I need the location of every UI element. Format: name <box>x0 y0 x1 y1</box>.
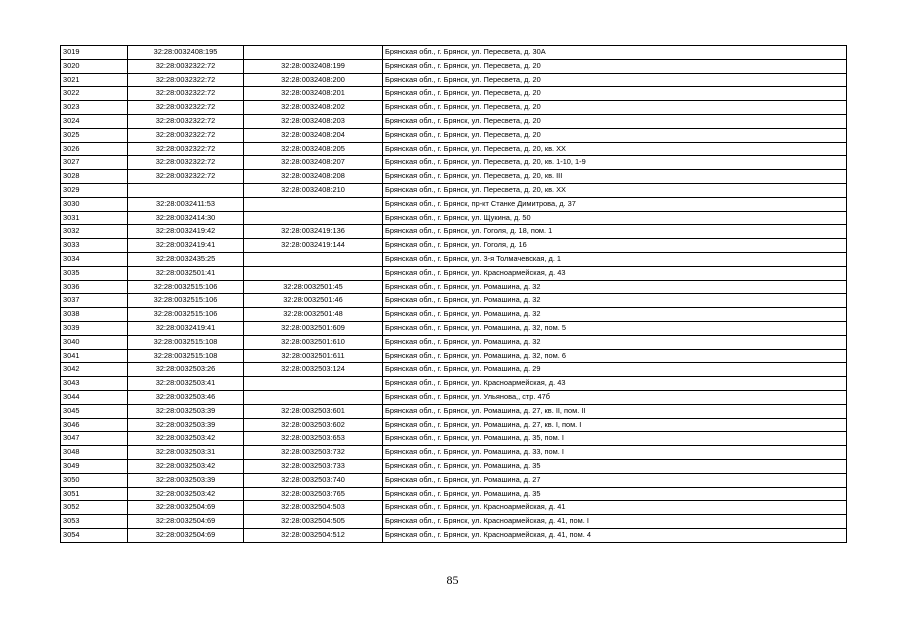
object-cadastral-number-cell: 32:28:0032408:208 <box>244 170 383 184</box>
parcel-cadastral-number-cell: 32:28:0032504:69 <box>128 528 244 542</box>
row-number-cell: 3027 <box>61 156 128 170</box>
parcel-cadastral-number-cell <box>128 183 244 197</box>
object-cadastral-number-cell: 32:28:0032408:199 <box>244 59 383 73</box>
row-number-cell: 3036 <box>61 280 128 294</box>
address-cell: Брянская обл., г. Брянск, ул. Пересвета, д. 20 <box>383 101 847 115</box>
object-cadastral-number-cell <box>244 252 383 266</box>
table-row <box>61 183 847 197</box>
address-cell: Брянская обл., г. Брянск, ул. Ромашина, д. 27 <box>383 473 847 487</box>
parcel-cadastral-number-cell: 32:28:0032322:72 <box>128 156 244 170</box>
table-row <box>61 59 847 73</box>
object-cadastral-number-cell: 32:28:0032408:207 <box>244 156 383 170</box>
row-number-cell: 3026 <box>61 142 128 156</box>
parcel-cadastral-number-cell: 32:28:0032322:72 <box>128 87 244 101</box>
parcel-cadastral-number-cell: 32:28:0032503:39 <box>128 473 244 487</box>
address-cell: Брянская обл., г. Брянск, ул. Ромашина, д. 35, пом. I <box>383 432 847 446</box>
row-number-cell: 3023 <box>61 101 128 115</box>
table-row <box>61 114 847 128</box>
object-cadastral-number-cell: 32:28:0032501:611 <box>244 349 383 363</box>
parcel-cadastral-number-cell: 32:28:0032414:30 <box>128 211 244 225</box>
row-number-cell: 3051 <box>61 487 128 501</box>
parcel-cadastral-number-cell: 32:28:0032501:41 <box>128 266 244 280</box>
address-cell: Брянская обл., г. Брянск, ул. Ромашина, д. 27, кв. I, пом. I <box>383 418 847 432</box>
address-cell: Брянская обл., г. Брянск, ул. Пересвета, д. 20, кв. XX <box>383 142 847 156</box>
parcel-cadastral-number-cell: 32:28:0032503:46 <box>128 390 244 404</box>
row-number-cell: 3031 <box>61 211 128 225</box>
address-cell: Брянская обл., г. Брянск, пр-кт Станке Димитрова, д. 37 <box>383 197 847 211</box>
table-row <box>61 239 847 253</box>
parcel-cadastral-number-cell: 32:28:0032515:108 <box>128 335 244 349</box>
object-cadastral-number-cell <box>244 377 383 391</box>
address-cell: Брянская обл., г. Брянск, ул. Ромашина, д. 32 <box>383 308 847 322</box>
row-number-cell: 3037 <box>61 294 128 308</box>
row-number-cell: 3038 <box>61 308 128 322</box>
address-cell: Брянская обл., г. Брянск, ул. Ромашина, д. 32 <box>383 294 847 308</box>
object-cadastral-number-cell: 32:28:0032501:46 <box>244 294 383 308</box>
row-number-cell: 3039 <box>61 321 128 335</box>
parcel-cadastral-number-cell: 32:28:0032515:106 <box>128 294 244 308</box>
object-cadastral-number-cell <box>244 197 383 211</box>
address-cell: Брянская обл., г. Брянск, ул. Гоголя, д. 18, пом. 1 <box>383 225 847 239</box>
row-number-cell: 3019 <box>61 46 128 60</box>
row-number-cell: 3040 <box>61 335 128 349</box>
parcel-cadastral-number-cell: 32:28:0032504:69 <box>128 501 244 515</box>
object-cadastral-number-cell: 32:28:0032503:765 <box>244 487 383 501</box>
row-number-cell: 3052 <box>61 501 128 515</box>
parcel-cadastral-number-cell: 32:28:0032515:106 <box>128 308 244 322</box>
address-cell: Брянская обл., г. Брянск, ул. Ромашина, д. 29 <box>383 363 847 377</box>
table-row <box>61 418 847 432</box>
parcel-cadastral-number-cell: 32:28:0032322:72 <box>128 142 244 156</box>
table-row <box>61 142 847 156</box>
parcel-cadastral-number-cell: 32:28:0032503:41 <box>128 377 244 391</box>
parcel-cadastral-number-cell: 32:28:0032503:42 <box>128 432 244 446</box>
address-cell: Брянская обл., г. Брянск, ул. Пересвета, д. 20, кв. 1-10, 1-9 <box>383 156 847 170</box>
row-number-cell: 3049 <box>61 459 128 473</box>
cadastral-table <box>60 45 847 543</box>
row-number-cell: 3041 <box>61 349 128 363</box>
object-cadastral-number-cell <box>244 211 383 225</box>
address-cell: Брянская обл., г. Брянск, ул. Щукина, д. 50 <box>383 211 847 225</box>
parcel-cadastral-number-cell: 32:28:0032411:53 <box>128 197 244 211</box>
row-number-cell: 3047 <box>61 432 128 446</box>
address-cell: Брянская обл., г. Брянск, ул. Ромашина, д. 32, пом. 6 <box>383 349 847 363</box>
row-number-cell: 3046 <box>61 418 128 432</box>
object-cadastral-number-cell <box>244 46 383 60</box>
page-number: 85 <box>446 573 459 587</box>
object-cadastral-number-cell <box>244 266 383 280</box>
parcel-cadastral-number-cell: 32:28:0032322:72 <box>128 101 244 115</box>
address-cell: Брянская обл., г. Брянск, ул. Красноармейская, д. 43 <box>383 266 847 280</box>
table-row <box>61 404 847 418</box>
row-number-cell: 3050 <box>61 473 128 487</box>
address-cell: Брянская обл., г. Брянск, ул. Красноармейская, д. 41, пом. 4 <box>383 528 847 542</box>
table-row <box>61 390 847 404</box>
row-number-cell: 3054 <box>61 528 128 542</box>
parcel-cadastral-number-cell: 32:28:0032504:69 <box>128 515 244 529</box>
address-cell: Брянская обл., г. Брянск, ул. Ромашина, д. 32, пом. 5 <box>383 321 847 335</box>
table-row <box>61 73 847 87</box>
object-cadastral-number-cell: 32:28:0032408:201 <box>244 87 383 101</box>
address-cell: Брянская обл., г. Брянск, ул. Ромашина, д. 35 <box>383 459 847 473</box>
address-cell: Брянская обл., г. Брянск, ул. Пересвета, д. 20, кв. III <box>383 170 847 184</box>
table-row <box>61 225 847 239</box>
row-number-cell: 3033 <box>61 239 128 253</box>
object-cadastral-number-cell: 32:28:0032503:740 <box>244 473 383 487</box>
address-cell: Брянская обл., г. Брянск, ул. Ромашина, д. 33, пом. I <box>383 446 847 460</box>
address-cell: Брянская обл., г. Брянск, ул. Пересвета, д. 20, кв. XX <box>383 183 847 197</box>
parcel-cadastral-number-cell: 32:28:0032503:39 <box>128 404 244 418</box>
parcel-cadastral-number-cell: 32:28:0032322:72 <box>128 59 244 73</box>
table-row <box>61 266 847 280</box>
table-row <box>61 156 847 170</box>
table-row <box>61 101 847 115</box>
object-cadastral-number-cell: 32:28:0032501:609 <box>244 321 383 335</box>
address-cell: Брянская обл., г. Брянск, ул. Пересвета, д. 20 <box>383 87 847 101</box>
object-cadastral-number-cell: 32:28:0032408:200 <box>244 73 383 87</box>
row-number-cell: 3020 <box>61 59 128 73</box>
row-number-cell: 3024 <box>61 114 128 128</box>
parcel-cadastral-number-cell: 32:28:0032419:41 <box>128 239 244 253</box>
table-row <box>61 432 847 446</box>
address-cell: Брянская обл., г. Брянск, ул. Пересвета, д. 20 <box>383 73 847 87</box>
row-number-cell: 3035 <box>61 266 128 280</box>
row-number-cell: 3032 <box>61 225 128 239</box>
row-number-cell: 3022 <box>61 87 128 101</box>
row-number-cell: 3021 <box>61 73 128 87</box>
object-cadastral-number-cell: 32:28:0032408:204 <box>244 128 383 142</box>
table-row <box>61 528 847 542</box>
table-row <box>61 501 847 515</box>
address-cell: Брянская обл., г. Брянск, ул. Ромашина, д. 27, кв. II, пом. II <box>383 404 847 418</box>
address-cell: Брянская обл., г. Брянск, ул. Красноармейская, д. 41, пом. I <box>383 515 847 529</box>
address-cell: Брянская обл., г. Брянск, ул. Ромашина, д. 32 <box>383 335 847 349</box>
address-cell: Брянская обл., г. Брянск, ул. Красноармейская, д. 43 <box>383 377 847 391</box>
table-row <box>61 252 847 266</box>
object-cadastral-number-cell: 32:28:0032504:503 <box>244 501 383 515</box>
parcel-cadastral-number-cell: 32:28:0032503:39 <box>128 418 244 432</box>
object-cadastral-number-cell: 32:28:0032501:610 <box>244 335 383 349</box>
row-number-cell: 3045 <box>61 404 128 418</box>
table-row <box>61 515 847 529</box>
object-cadastral-number-cell: 32:28:0032419:144 <box>244 239 383 253</box>
object-cadastral-number-cell: 32:28:0032503:733 <box>244 459 383 473</box>
parcel-cadastral-number-cell: 32:28:0032435:25 <box>128 252 244 266</box>
object-cadastral-number-cell: 32:28:0032504:505 <box>244 515 383 529</box>
table-row <box>61 459 847 473</box>
row-number-cell: 3044 <box>61 390 128 404</box>
address-cell: Брянская обл., г. Брянск, ул. Гоголя, д. 16 <box>383 239 847 253</box>
address-cell: Брянская обл., г. Брянск, ул. Ромашина, д. 35 <box>383 487 847 501</box>
object-cadastral-number-cell: 32:28:0032503:124 <box>244 363 383 377</box>
table-row <box>61 487 847 501</box>
table-row <box>61 377 847 391</box>
address-cell: Брянская обл., г. Брянск, ул. 3-я Толмачевская, д. 1 <box>383 252 847 266</box>
parcel-cadastral-number-cell: 32:28:0032322:72 <box>128 73 244 87</box>
object-cadastral-number-cell: 32:28:0032503:601 <box>244 404 383 418</box>
table-row <box>61 349 847 363</box>
table-row <box>61 473 847 487</box>
table-body <box>61 46 847 543</box>
object-cadastral-number-cell: 32:28:0032503:602 <box>244 418 383 432</box>
table-row <box>61 170 847 184</box>
object-cadastral-number-cell: 32:28:0032408:202 <box>244 101 383 115</box>
object-cadastral-number-cell: 32:28:0032408:210 <box>244 183 383 197</box>
object-cadastral-number-cell: 32:28:0032419:136 <box>244 225 383 239</box>
row-number-cell: 3030 <box>61 197 128 211</box>
row-number-cell: 3053 <box>61 515 128 529</box>
object-cadastral-number-cell: 32:28:0032408:203 <box>244 114 383 128</box>
parcel-cadastral-number-cell: 32:28:0032322:72 <box>128 170 244 184</box>
row-number-cell: 3034 <box>61 252 128 266</box>
table-row <box>61 128 847 142</box>
parcel-cadastral-number-cell: 32:28:0032419:42 <box>128 225 244 239</box>
table-row <box>61 197 847 211</box>
address-cell: Брянская обл., г. Брянск, ул. Пересвета, д. 20 <box>383 59 847 73</box>
table-row <box>61 321 847 335</box>
object-cadastral-number-cell: 32:28:0032501:45 <box>244 280 383 294</box>
parcel-cadastral-number-cell: 32:28:0032419:41 <box>128 321 244 335</box>
table-row <box>61 87 847 101</box>
address-cell: Брянская обл., г. Брянск, ул. Пересвета, д. 30А <box>383 46 847 60</box>
table-row <box>61 46 847 60</box>
table-row <box>61 280 847 294</box>
object-cadastral-number-cell: 32:28:0032504:512 <box>244 528 383 542</box>
object-cadastral-number-cell <box>244 390 383 404</box>
parcel-cadastral-number-cell: 32:28:0032515:108 <box>128 349 244 363</box>
row-number-cell: 3043 <box>61 377 128 391</box>
object-cadastral-number-cell: 32:28:0032503:732 <box>244 446 383 460</box>
row-number-cell: 3028 <box>61 170 128 184</box>
object-cadastral-number-cell: 32:28:0032503:653 <box>244 432 383 446</box>
parcel-cadastral-number-cell: 32:28:0032515:106 <box>128 280 244 294</box>
table-row <box>61 335 847 349</box>
table-row <box>61 294 847 308</box>
parcel-cadastral-number-cell: 32:28:0032322:72 <box>128 128 244 142</box>
table-row <box>61 363 847 377</box>
address-cell: Брянская обл., г. Брянск, ул. Пересвета, д. 20 <box>383 128 847 142</box>
address-cell: Брянская обл., г. Брянск, ул. Ульянова,, стр. 47б <box>383 390 847 404</box>
row-number-cell: 3042 <box>61 363 128 377</box>
table-row <box>61 446 847 460</box>
parcel-cadastral-number-cell: 32:28:0032503:42 <box>128 487 244 501</box>
row-number-cell: 3048 <box>61 446 128 460</box>
parcel-cadastral-number-cell: 32:28:0032503:31 <box>128 446 244 460</box>
row-number-cell: 3025 <box>61 128 128 142</box>
parcel-cadastral-number-cell: 32:28:0032503:26 <box>128 363 244 377</box>
address-cell: Брянская обл., г. Брянск, ул. Ромашина, д. 32 <box>383 280 847 294</box>
object-cadastral-number-cell: 32:28:0032501:48 <box>244 308 383 322</box>
parcel-cadastral-number-cell: 32:28:0032503:42 <box>128 459 244 473</box>
object-cadastral-number-cell: 32:28:0032408:205 <box>244 142 383 156</box>
row-number-cell: 3029 <box>61 183 128 197</box>
table-row <box>61 308 847 322</box>
parcel-cadastral-number-cell: 32:28:0032322:72 <box>128 114 244 128</box>
table-row <box>61 211 847 225</box>
address-cell: Брянская обл., г. Брянск, ул. Красноармейская, д. 41 <box>383 501 847 515</box>
address-cell: Брянская обл., г. Брянск, ул. Пересвета, д. 20 <box>383 114 847 128</box>
parcel-cadastral-number-cell: 32:28:0032408:195 <box>128 46 244 60</box>
